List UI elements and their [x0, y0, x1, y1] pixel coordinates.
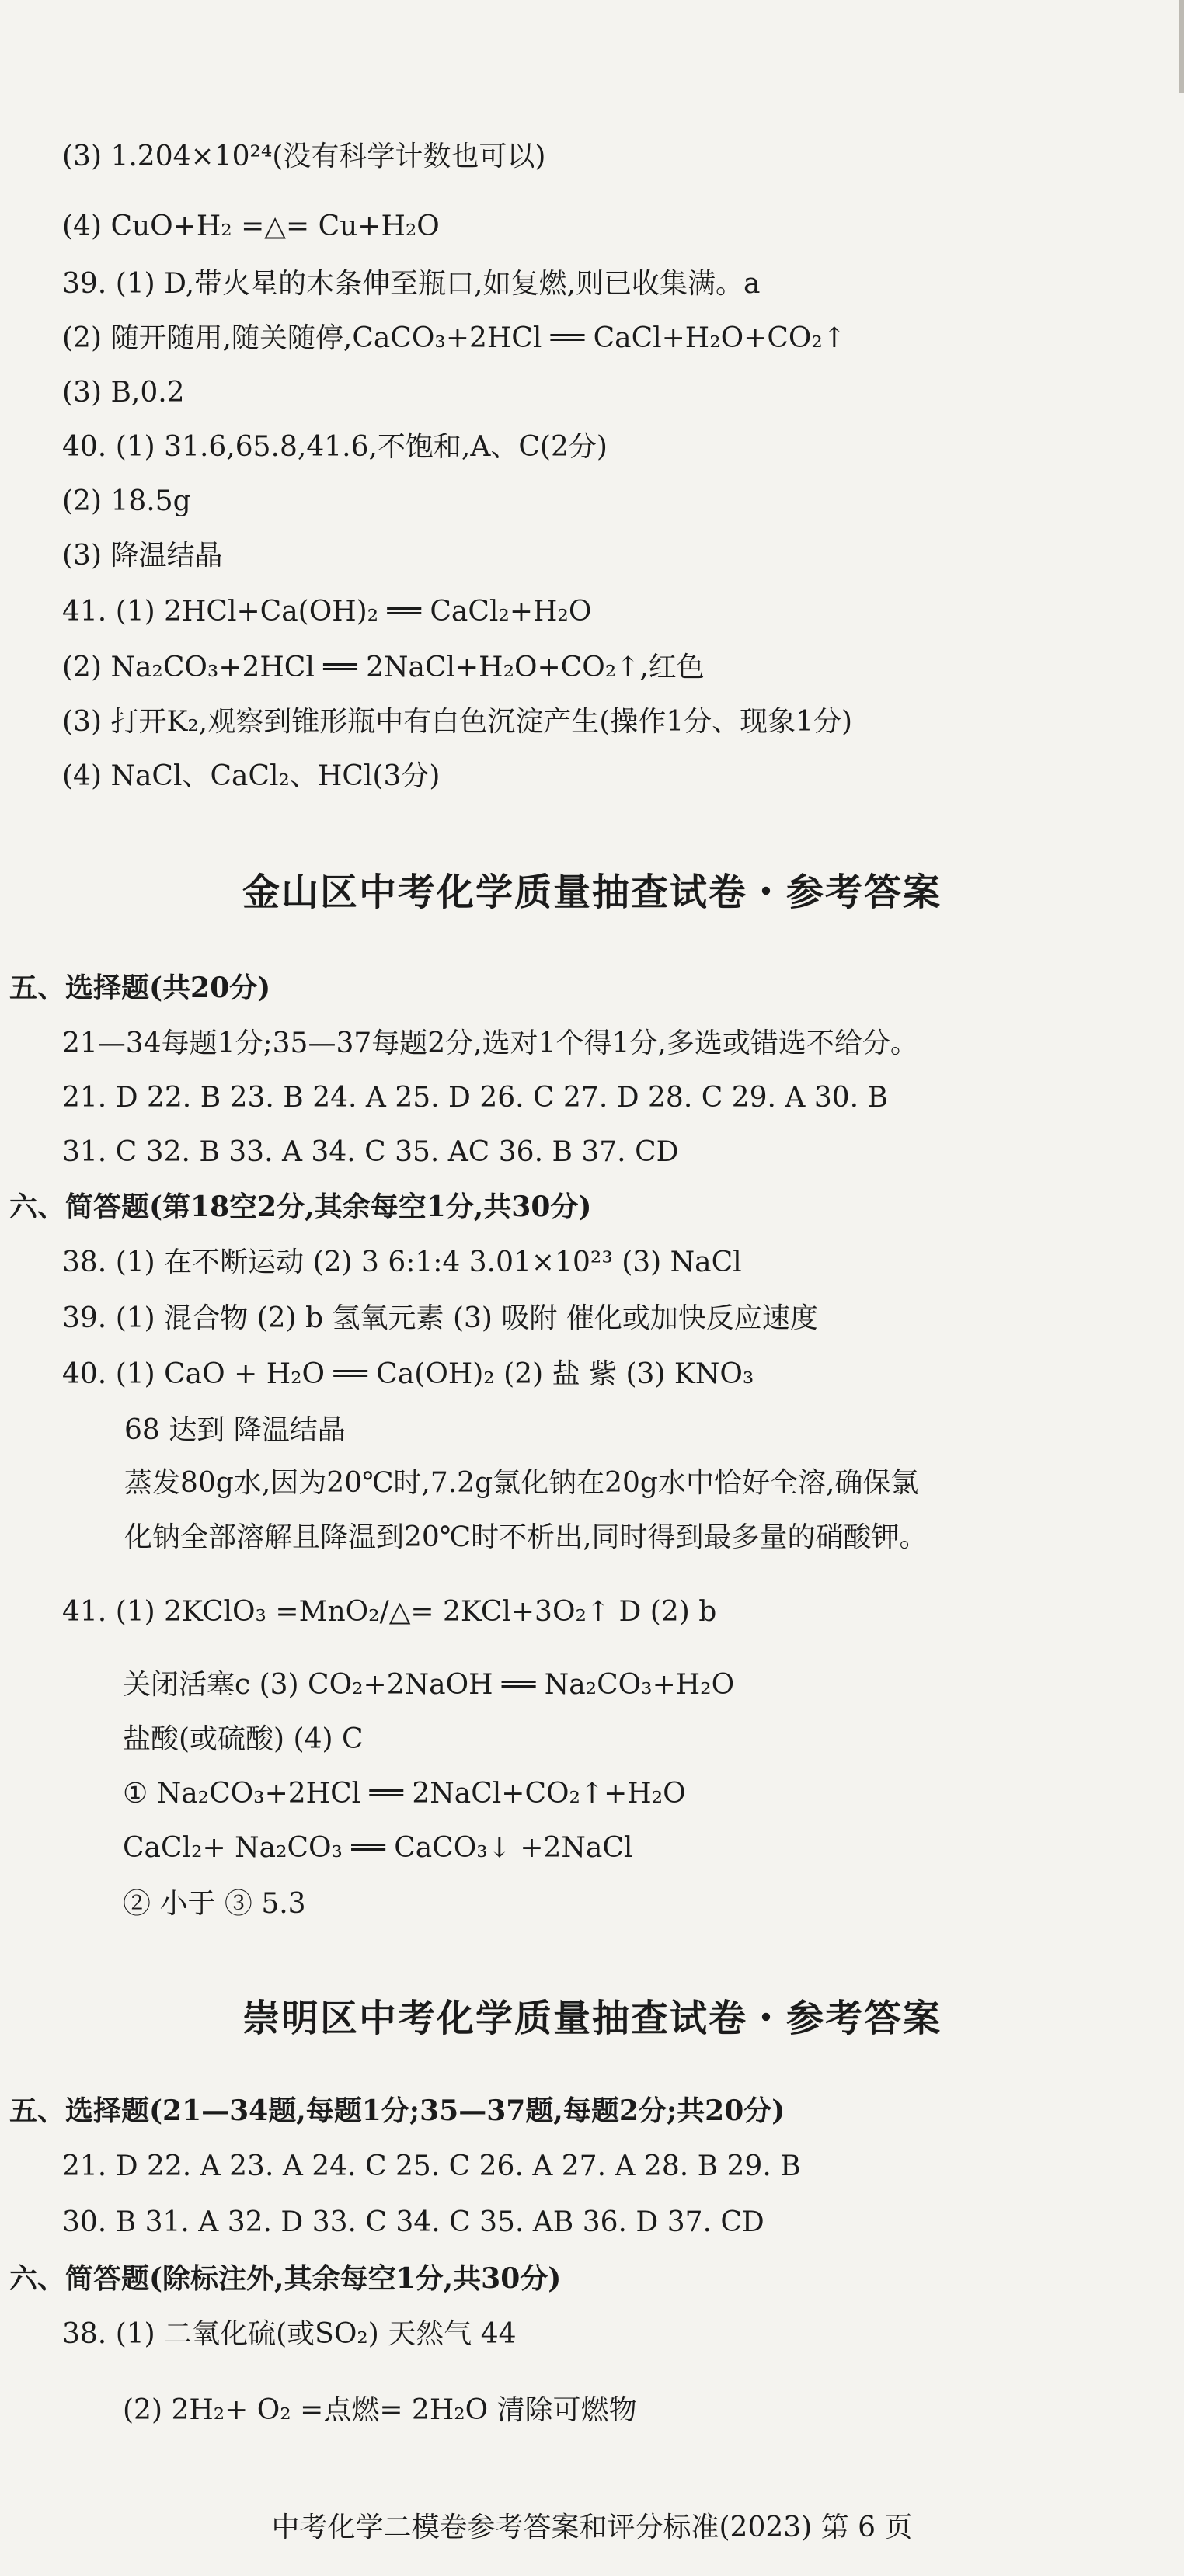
answer-line: ② 小于 ③ 5.3 — [123, 1888, 306, 1920]
answer-line: 21. D 22. B 23. B 24. A 25. D 26. C 27. D 28. C 29. A 30. B — [62, 1082, 888, 1114]
answer-line: 41. (1) 2KClO₃ =MnO₂/△= 2KCl+3O₂↑ D (2) b — [62, 1596, 717, 1628]
answer-line: ① Na₂CO₃+2HCl ══ 2NaCl+CO₂↑+H₂O — [123, 1778, 686, 1809]
answer-line: 39. (1) D,带火星的木条伸至瓶口,如复燃,则已收集满。a — [62, 268, 761, 300]
section-title-chongming: 崇明区中考化学质量抽查试卷・参考答案 — [242, 1997, 942, 2040]
section-heading-choice: 五、选择题(共20分) — [9, 972, 271, 1004]
section-title-jinshan: 金山区中考化学质量抽查试卷・参考答案 — [242, 871, 942, 914]
answer-line: 31. C 32. B 33. A 34. C 35. AC 36. B 37. CD — [62, 1136, 679, 1168]
answer-line: (3) 打开K₂,观察到锥形瓶中有白色沉淀产生(操作1分、现象1分) — [62, 706, 853, 738]
page-footer: 中考化学二模卷参考答案和评分标准(2023) 第 6 页 — [271, 2512, 913, 2543]
answer-line: 关闭活塞c (3) CO₂+2NaOH ══ Na₂CO₃+H₂O — [123, 1669, 735, 1701]
answer-line: CaCl₂+ Na₂CO₃ ══ CaCO₃↓ +2NaCl — [123, 1832, 633, 1864]
answer-line: (4) NaCl、CaCl₂、HCl(3分) — [62, 760, 441, 792]
section-heading-short-answer: 六、简答题(除标注外,其余每空1分,共30分) — [9, 2262, 562, 2295]
answer-line: (3) 降温结晶 — [62, 540, 223, 572]
answer-line: (3) 1.204×10²⁴(没有科学计数也可以) — [62, 141, 546, 172]
answer-line: 40. (1) 31.6,65.8,41.6,不饱和,A、C(2分) — [62, 431, 608, 463]
answer-line: 化钠全部溶解且降温到20℃时不析出,同时得到最多量的硝酸钾。 — [124, 1521, 928, 1553]
answer-line: 38. (1) 二氧化硫(或SO₂) 天然气 44 — [62, 2318, 517, 2350]
answer-line: (2) 2H₂+ O₂ =点燃= 2H₂O 清除可燃物 — [123, 2394, 637, 2426]
scan-edge — [1179, 0, 1184, 93]
answer-line: 39. (1) 混合物 (2) b 氢氧元素 (3) 吸附 催化或加快反应速度 — [62, 1302, 818, 1334]
answer-line: (4) CuO+H₂ =△= Cu+H₂O — [62, 210, 440, 242]
answer-line: (2) Na₂CO₃+2HCl ══ 2NaCl+H₂O+CO₂↑,红色 — [62, 652, 705, 683]
answer-line: (2) 18.5g — [62, 485, 191, 517]
answer-line: 蒸发80g水,因为20℃时,7.2g氯化钠在20g水中恰好全溶,确保氯 — [124, 1467, 919, 1499]
answer-line: 41. (1) 2HCl+Ca(OH)₂ ══ CaCl₂+H₂O — [62, 596, 592, 627]
section-heading-short-answer: 六、简答题(第18空2分,其余每空1分,共30分) — [9, 1191, 592, 1223]
answer-line: 21—34每题1分;35—37每题2分,选对1个得1分,多选或错选不给分。 — [62, 1027, 918, 1059]
answer-line: 68 达到 降温结晶 — [124, 1414, 346, 1446]
answer-line: 30. B 31. A 32. D 33. C 34. C 35. AB 36. D 37. CD — [62, 2206, 764, 2238]
section-heading-choice: 五、选择题(21—34题,每题1分;35—37题,每题2分;共20分) — [9, 2095, 785, 2127]
answer-line: 21. D 22. A 23. A 24. C 25. C 26. A 27. A 28. B 29. B — [62, 2150, 801, 2182]
answer-line: 40. (1) CaO + H₂O ══ Ca(OH)₂ (2) 盐 紫 (3) KNO₃ — [62, 1358, 754, 1390]
answer-line: (3) B,0.2 — [62, 377, 185, 408]
answer-line: (2) 随开随用,随关随停,CaCO₃+2HCl ══ CaCl+H₂O+CO₂↑ — [62, 322, 846, 354]
answer-line: 盐酸(或硫酸) (4) C — [123, 1723, 364, 1755]
answer-line: 38. (1) 在不断运动 (2) 3 6:1:4 3.01×10²³ (3) NaCl — [62, 1246, 742, 1278]
